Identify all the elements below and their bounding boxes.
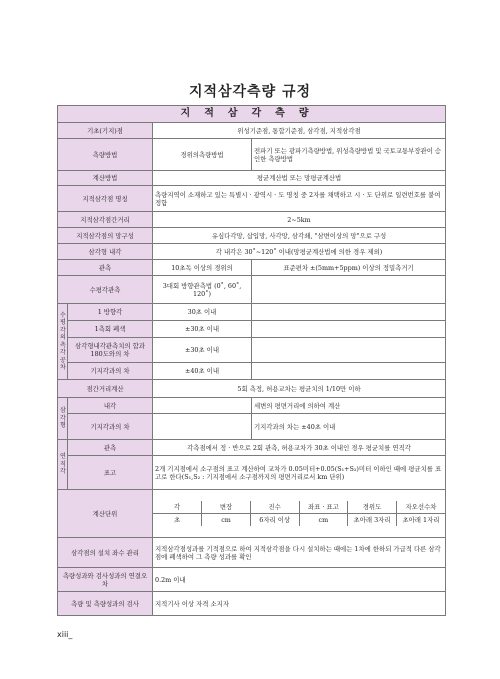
table-row	[58, 186, 446, 212]
table-row	[58, 456, 446, 490]
table-header: 지적삼각측량	[58, 106, 446, 123]
table-row	[58, 260, 446, 276]
table-row	[58, 538, 446, 568]
row-value: 세변의 평면거리에 의하여 계산	[252, 398, 446, 414]
table-row	[58, 276, 446, 304]
page-title: 지적삼각측량 규정	[188, 84, 312, 100]
row-value: 2개 기지점에서 소구점의 표고 계산하여 교차가 0.05미터+0.05(S₁+S₂)미터 이하인 때에 평균치를 표고로 한다(S₁,S₂ : 기지점에서 소구점까지의 평면거리로서 km 단위)	[153, 456, 446, 490]
group-label: 삼각형	[58, 398, 68, 440]
row-value: ±30초 이내	[153, 338, 252, 363]
row-value: 전파기 또는 광파기측량방법, 위성측량방법 및 국토교통부장관이 승인한 측량방법	[252, 139, 446, 171]
table-row	[58, 398, 446, 414]
unit-header: 각	[153, 501, 202, 514]
row-value: ±30초 이내	[153, 321, 252, 338]
row-label: 삼각형 내각	[58, 244, 153, 260]
row-value: 2~5km	[153, 212, 446, 228]
table-row	[58, 592, 446, 616]
row-value: 10초독 이상의 경위의	[153, 260, 252, 276]
row-label: 삼각형내각관측치의 합과 180도와의 차	[68, 338, 153, 363]
unit-value: 초아래 1자리	[396, 514, 445, 527]
page-number: xiii_	[57, 630, 73, 639]
unit-header: 경위도	[348, 501, 397, 514]
row-value: 평균계산법 또는 망평균계산법	[153, 171, 446, 186]
row-value: 5회 측정, 허용교차는 평균치의 1/10만 이하	[153, 380, 446, 398]
row-value: 지적기사 이상 자격 소지자	[153, 592, 446, 616]
row-value: 표준편차 ±(5mm+5ppm) 이상의 정밀측거기	[252, 260, 446, 276]
row-value: 유심다각망, 삽입망, 사각망, 삼각쇄, "삼변이상의 망"으로 구성	[153, 228, 446, 244]
unit-header: 변장	[202, 501, 251, 514]
row-label: 1측회 폐색	[68, 321, 153, 338]
unit-header: 좌표 · 표고	[299, 501, 348, 514]
unit-header: 자오선수차	[396, 501, 445, 514]
table-row	[58, 414, 446, 440]
row-value: 지적삼각점성과를 기적점으로 하여 지적삼각점을 다시 설치하는 때에는 1차에 한하되 가급적 다른 삼각점에 폐색하여 그 측량 성과를 확인	[153, 538, 446, 568]
row-label: 점간거리계산	[58, 380, 153, 398]
row-label: 수평각관측	[58, 276, 153, 304]
row-value: 30초 이내	[153, 304, 252, 321]
unit-cell	[153, 490, 446, 538]
row-label: 지적삼각점 명칭	[58, 186, 153, 212]
empty-cell	[252, 304, 446, 321]
row-label: 지적삼각점간거리	[58, 212, 153, 228]
row-label: 지적삼각점의 망구성	[58, 228, 153, 244]
empty-cell	[153, 398, 252, 414]
table-row	[58, 106, 446, 123]
table-row	[58, 338, 446, 363]
row-label: 1 방향각	[68, 304, 153, 321]
row-label: 계산단위	[58, 490, 153, 538]
table-row	[58, 490, 446, 538]
table-row	[58, 244, 446, 260]
table-row	[58, 568, 446, 592]
row-value: ±40초 이내	[153, 363, 252, 380]
row-label: 측량방법	[58, 139, 153, 171]
row-label: 측량 및 측량성과의 검사	[58, 592, 153, 616]
empty-cell	[252, 276, 446, 304]
unit-value: cm	[202, 514, 251, 527]
unit-value: 6자리 이상	[250, 514, 299, 527]
row-label: 기지각과의 차	[68, 414, 153, 440]
unit-value: 초아래 3자리	[348, 514, 397, 527]
row-value: 기지각과의 차는 ±40초 이내	[252, 414, 446, 440]
table-row	[58, 123, 446, 139]
table-row	[58, 139, 446, 171]
row-label: 기초(기지)점	[58, 123, 153, 139]
unit-header-row	[153, 501, 445, 514]
row-value: 측량지역이 소재하고 있는 특별시 · 광역시 · 도 명칭 중 2자를 채택하고 시 · 도 단위로 일련번호를 붙여 정함	[153, 186, 446, 212]
row-value: 3대회 방향관측법 (0˚, 60˚, 120˚)	[153, 276, 252, 304]
table-row	[58, 380, 446, 398]
empty-cell	[252, 363, 446, 380]
group-label: 수평각의측각공차	[58, 304, 68, 380]
table-row	[58, 363, 446, 380]
row-label: 삼각점의 설치 좌수 관리	[58, 538, 153, 568]
row-value: 위성기준점, 통합기준점, 삼각점, 지적삼각점	[153, 123, 446, 139]
row-label: 표고	[68, 456, 153, 490]
row-label: 측량성과와 검사성과의 연결오차	[58, 568, 153, 592]
table-row	[58, 304, 446, 321]
row-value: 각측점에서 정 · 반으로 2회 관측, 허용교차가 30초 이내인 경우 평균치를 연직각	[153, 440, 446, 456]
survey-rules-table	[57, 105, 446, 616]
row-label: 기지각과의 차	[68, 363, 153, 380]
row-label: 계산방법	[58, 171, 153, 186]
group-label: 연직각	[58, 440, 68, 490]
row-label: 관측	[58, 260, 153, 276]
empty-cell	[153, 414, 252, 440]
row-label: 관측	[68, 440, 153, 456]
unit-value: 초	[173, 516, 181, 524]
unit-header: 진수	[250, 501, 299, 514]
unit-value-row	[153, 514, 445, 527]
row-value: 각 내각은 30˚~120˚ 이내(망평균계산법에 의한 경우 제외)	[153, 244, 446, 260]
table-row	[58, 212, 446, 228]
unit-table	[153, 501, 445, 526]
table-row	[58, 171, 446, 186]
table-row	[58, 440, 446, 456]
unit-value: cm	[299, 514, 348, 527]
row-label: 내각	[68, 398, 153, 414]
row-value: 0.2m 이내	[153, 568, 446, 592]
table-row	[58, 228, 446, 244]
empty-cell	[252, 321, 446, 338]
table-row	[58, 321, 446, 338]
row-value: 경위의측량방법	[153, 139, 252, 171]
empty-cell	[252, 338, 446, 363]
